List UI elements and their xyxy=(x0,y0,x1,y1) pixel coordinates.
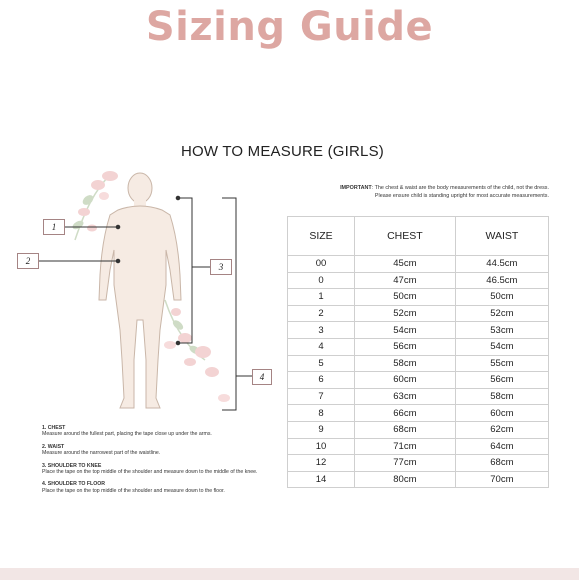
cell-size: 1 xyxy=(288,289,355,306)
instruction-shoulder-to-knee xyxy=(42,463,262,476)
marker-2-label: 2 xyxy=(25,256,31,266)
cell-waist: 64cm xyxy=(455,438,548,455)
marker-2 xyxy=(17,253,39,269)
table-header-row xyxy=(288,217,549,256)
table-row xyxy=(288,438,549,455)
cell-waist: 68cm xyxy=(455,455,548,472)
marker-4-label: 4 xyxy=(259,372,265,382)
table-body xyxy=(288,256,549,488)
table-row xyxy=(288,322,549,339)
child-figure-icon xyxy=(99,173,181,408)
cell-chest: 66cm xyxy=(355,405,456,422)
table-row xyxy=(288,421,549,438)
cell-waist: 54cm xyxy=(455,338,548,355)
marker-3-label: 3 xyxy=(218,262,224,272)
section-subtitle: HOW TO MEASURE (GIRLS) xyxy=(180,143,385,160)
cell-chest: 47cm xyxy=(355,272,456,289)
cell-chest: 52cm xyxy=(355,305,456,322)
cell-size: 4 xyxy=(288,338,355,355)
cell-size: 7 xyxy=(288,388,355,405)
cell-chest: 63cm xyxy=(355,388,456,405)
cell-chest: 80cm xyxy=(355,471,456,488)
instruction-heading: 2. WAIST xyxy=(42,443,65,450)
cell-size: 5 xyxy=(288,355,355,372)
instruction-text: Place the tape on the top middle of the shoulder and measure down to the middle of the knee. xyxy=(42,469,258,476)
instruction-heading: 1. CHEST xyxy=(42,425,66,431)
cell-chest: 45cm xyxy=(355,256,456,273)
instruction-shoulder-to-floor xyxy=(42,481,262,494)
marker-1-label: 1 xyxy=(51,222,57,232)
table-row xyxy=(288,272,549,289)
cell-waist: 62cm xyxy=(455,421,548,438)
cell-waist: 50cm xyxy=(455,289,548,306)
cell-waist: 60cm xyxy=(455,405,548,422)
cell-chest: 58cm xyxy=(355,355,456,372)
instruction-heading: 3. SHOULDER TO KNEE xyxy=(42,462,102,469)
important-line-2: Please ensure child is standing upright for most accurate measurements. xyxy=(374,193,549,199)
cell-waist: 52cm xyxy=(455,305,548,322)
table-row xyxy=(288,405,549,422)
table-row xyxy=(288,372,549,389)
instruction-text: Place the tape on the top middle of the shoulder and measure down to the floor. xyxy=(42,487,225,494)
marker-1 xyxy=(43,219,65,235)
cell-size: 00 xyxy=(288,256,355,273)
cell-waist: 55cm xyxy=(455,355,548,372)
instruction-waist xyxy=(42,444,262,457)
table-row xyxy=(288,388,549,405)
cell-size: 8 xyxy=(288,405,355,422)
cell-chest: 77cm xyxy=(355,455,456,472)
bottom-bar xyxy=(0,568,579,580)
cell-size: 2 xyxy=(288,305,355,322)
header-waist: WAIST xyxy=(455,217,548,256)
instruction-text: Measure around the narrowest part of the waistline. xyxy=(42,450,161,457)
cell-size: 0 xyxy=(288,272,355,289)
instruction-text: Measure around the fullest part, placing the tape close up under the arms. xyxy=(42,431,212,438)
cell-chest: 60cm xyxy=(355,372,456,389)
cell-size: 14 xyxy=(288,471,355,488)
cell-chest: 56cm xyxy=(355,338,456,355)
cell-size: 9 xyxy=(288,421,355,438)
instructions-list xyxy=(42,425,262,500)
cell-waist: 44.5cm xyxy=(455,256,548,273)
flower-branch-icon xyxy=(164,300,230,402)
important-line-1: : The chest & waist are the body measurements of the child, not the dress. xyxy=(371,185,549,191)
marker-3 xyxy=(210,259,232,275)
cell-waist: 46.5cm xyxy=(455,272,548,289)
cell-size: 6 xyxy=(288,372,355,389)
cell-size: 3 xyxy=(288,322,355,339)
measurement-illustration xyxy=(0,165,285,425)
cell-chest: 68cm xyxy=(355,421,456,438)
important-note xyxy=(287,184,549,200)
page-title: Sizing Guide xyxy=(145,4,434,50)
cell-size: 12 xyxy=(288,455,355,472)
cell-waist: 53cm xyxy=(455,322,548,339)
cell-chest: 54cm xyxy=(355,322,456,339)
table-row xyxy=(288,471,549,488)
table-row xyxy=(288,338,549,355)
marker-4 xyxy=(252,369,272,385)
table-row xyxy=(288,305,549,322)
cell-waist: 56cm xyxy=(455,372,548,389)
cell-waist: 70cm xyxy=(455,471,548,488)
cell-waist: 58cm xyxy=(455,388,548,405)
cell-size: 10 xyxy=(288,438,355,455)
cell-chest: 71cm xyxy=(355,438,456,455)
table-row xyxy=(288,256,549,273)
important-label: IMPORTANT xyxy=(340,185,372,191)
table-row xyxy=(288,455,549,472)
header-size: SIZE xyxy=(288,217,355,256)
header-chest: CHEST xyxy=(355,217,456,256)
instruction-heading: 4. SHOULDER TO FLOOR xyxy=(42,481,106,488)
table-row xyxy=(288,355,549,372)
cell-chest: 50cm xyxy=(355,289,456,306)
table-row xyxy=(288,289,549,306)
instruction-chest xyxy=(42,425,262,438)
size-chart-table xyxy=(287,216,549,488)
